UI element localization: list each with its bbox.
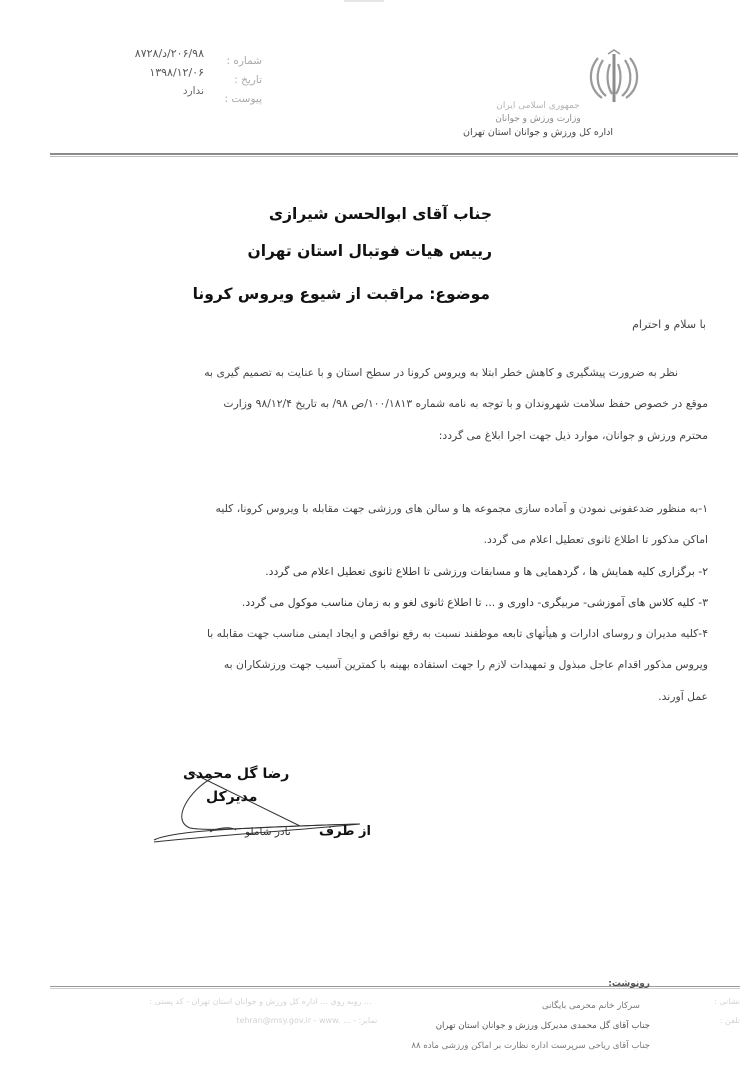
directive-line: عمل آورند. — [658, 689, 708, 703]
org-line-department: اداره کل ورزش و جوانان استان تهران — [462, 127, 613, 138]
directive-item-1 — [104, 493, 708, 556]
attachment-label: پیوست : — [224, 93, 262, 105]
addressee-name: جناب آقای ابوالحسن شیرازی — [268, 205, 492, 223]
cc-item: سرکار خانم محرمی بایگانی — [541, 1001, 640, 1011]
org-line-republic: جمهوری اسلامی ایران — [496, 101, 580, 111]
directive-list — [104, 493, 708, 712]
letter-subject: موضوع: مراقبت از شیوع ویروس کرونا — [192, 285, 490, 303]
directive-line: ۴-کلیه مدیران و روسای ادارات و هیأتهای تابعه موظفند نسبت به رفع نواقص و ایجاد ایمنی مناسب جهت مقابله با — [206, 627, 708, 641]
directive-line: اماکن مذکور تا اطلاع ثانوی تعطیل اعلام می گردد. — [483, 533, 708, 547]
signatory-name: رضا گل محمدی — [183, 766, 290, 782]
org-line-ministry: وزارت ورزش و جوانان — [495, 114, 581, 124]
address-text: ... روبه روی ... اداره کل ورزش و جوانان استان تهران - کد پستی : — [149, 997, 372, 1006]
directive-item-2 — [104, 556, 708, 587]
letter-number: ۲۰۶/۹۸/د/۸۷۲۸ — [134, 47, 204, 60]
directive-item-3 — [104, 587, 708, 618]
body-paragraph — [104, 357, 708, 451]
directive-item-4 — [104, 618, 708, 712]
cc-title: رونوشت: — [608, 979, 650, 989]
paragraph-line: موقع در خصوص حفظ سلامت شهروندان و با توجه به نامه شماره ۱۰۰/۱۸۱۳/ص ۹۸/ به تاریخ ۹۸/۱۲/۴ وزارت — [223, 397, 708, 411]
cc-list — [350, 996, 650, 1056]
iran-emblem-icon — [584, 48, 644, 104]
letter-date: ۱۳۹۸/۱۲/۰۶ — [149, 66, 204, 79]
paragraph-line: محترم ورزش و جوانان، موارد ذیل جهت اجرا ابلاغ می گردد: — [438, 428, 708, 442]
directive-line: ویروس مذکور اقدام عاجل مبذول و تمهیدات لازم را جهت استفاده بهینه با کمترین آسیب جهت ورزشکاران به — [223, 658, 708, 672]
contact-text: tehran@msy.gov.ir - www. ... - :نمابر — [236, 1016, 378, 1025]
directive-line: ۳- کلیه کلاس های آموزشی- مربیگری- داوری و ... تا اطلاع ثانوی لغو و به زمان مناسب موکول می گردد. — [241, 595, 708, 609]
attachment-value: ندارد — [182, 85, 204, 97]
signatory-title: مدیرکل — [206, 789, 258, 805]
scan-artifact — [344, 0, 384, 2]
date-label: تاریخ : — [234, 74, 262, 86]
directive-line: ۱-به منظور ضدعفونی نمودن و آماده سازی مجموعه ها و سالن های ورزشی جهت مقابله با ویروس کرونا، کلیه — [215, 502, 708, 515]
deputy-name: نادر شاملو — [245, 826, 291, 838]
address-label: نشانی : — [714, 997, 740, 1006]
header-divider — [50, 153, 738, 155]
reference-values — [92, 44, 204, 101]
directive-line: ۲- برگزاری کلیه همایش ها ، گردهمایی ها و مسابقات ورزشی تا اطلاع ثانوی تعطیل اعلام می گردد. — [265, 564, 708, 578]
number-label: شماره : — [226, 55, 262, 67]
cc-item: جناب آقای ریاحی سرپرست اداره نظارت بر اماکن ورزشی ماده ۸۸ — [411, 1041, 650, 1051]
organization-name — [428, 100, 648, 139]
on-behalf-label: از طرف — [319, 824, 371, 839]
paragraph-line: نظر به ضرورت پیشگیری و کاهش خطر ابتلا به ویروس کرونا در سطح استان و با عنایت به تصمیم گیری به — [204, 366, 678, 379]
phone-label: تلفن : — [719, 1016, 740, 1025]
greeting: با سلام و احترام — [632, 318, 706, 331]
addressee-title: رییس هیات فوتبال استان تهران — [247, 242, 492, 260]
cc-item: جناب آقای گل محمدی مدیرکل ورزش و جوانان استان تهران — [435, 1021, 650, 1031]
header-divider-secondary — [50, 156, 738, 157]
